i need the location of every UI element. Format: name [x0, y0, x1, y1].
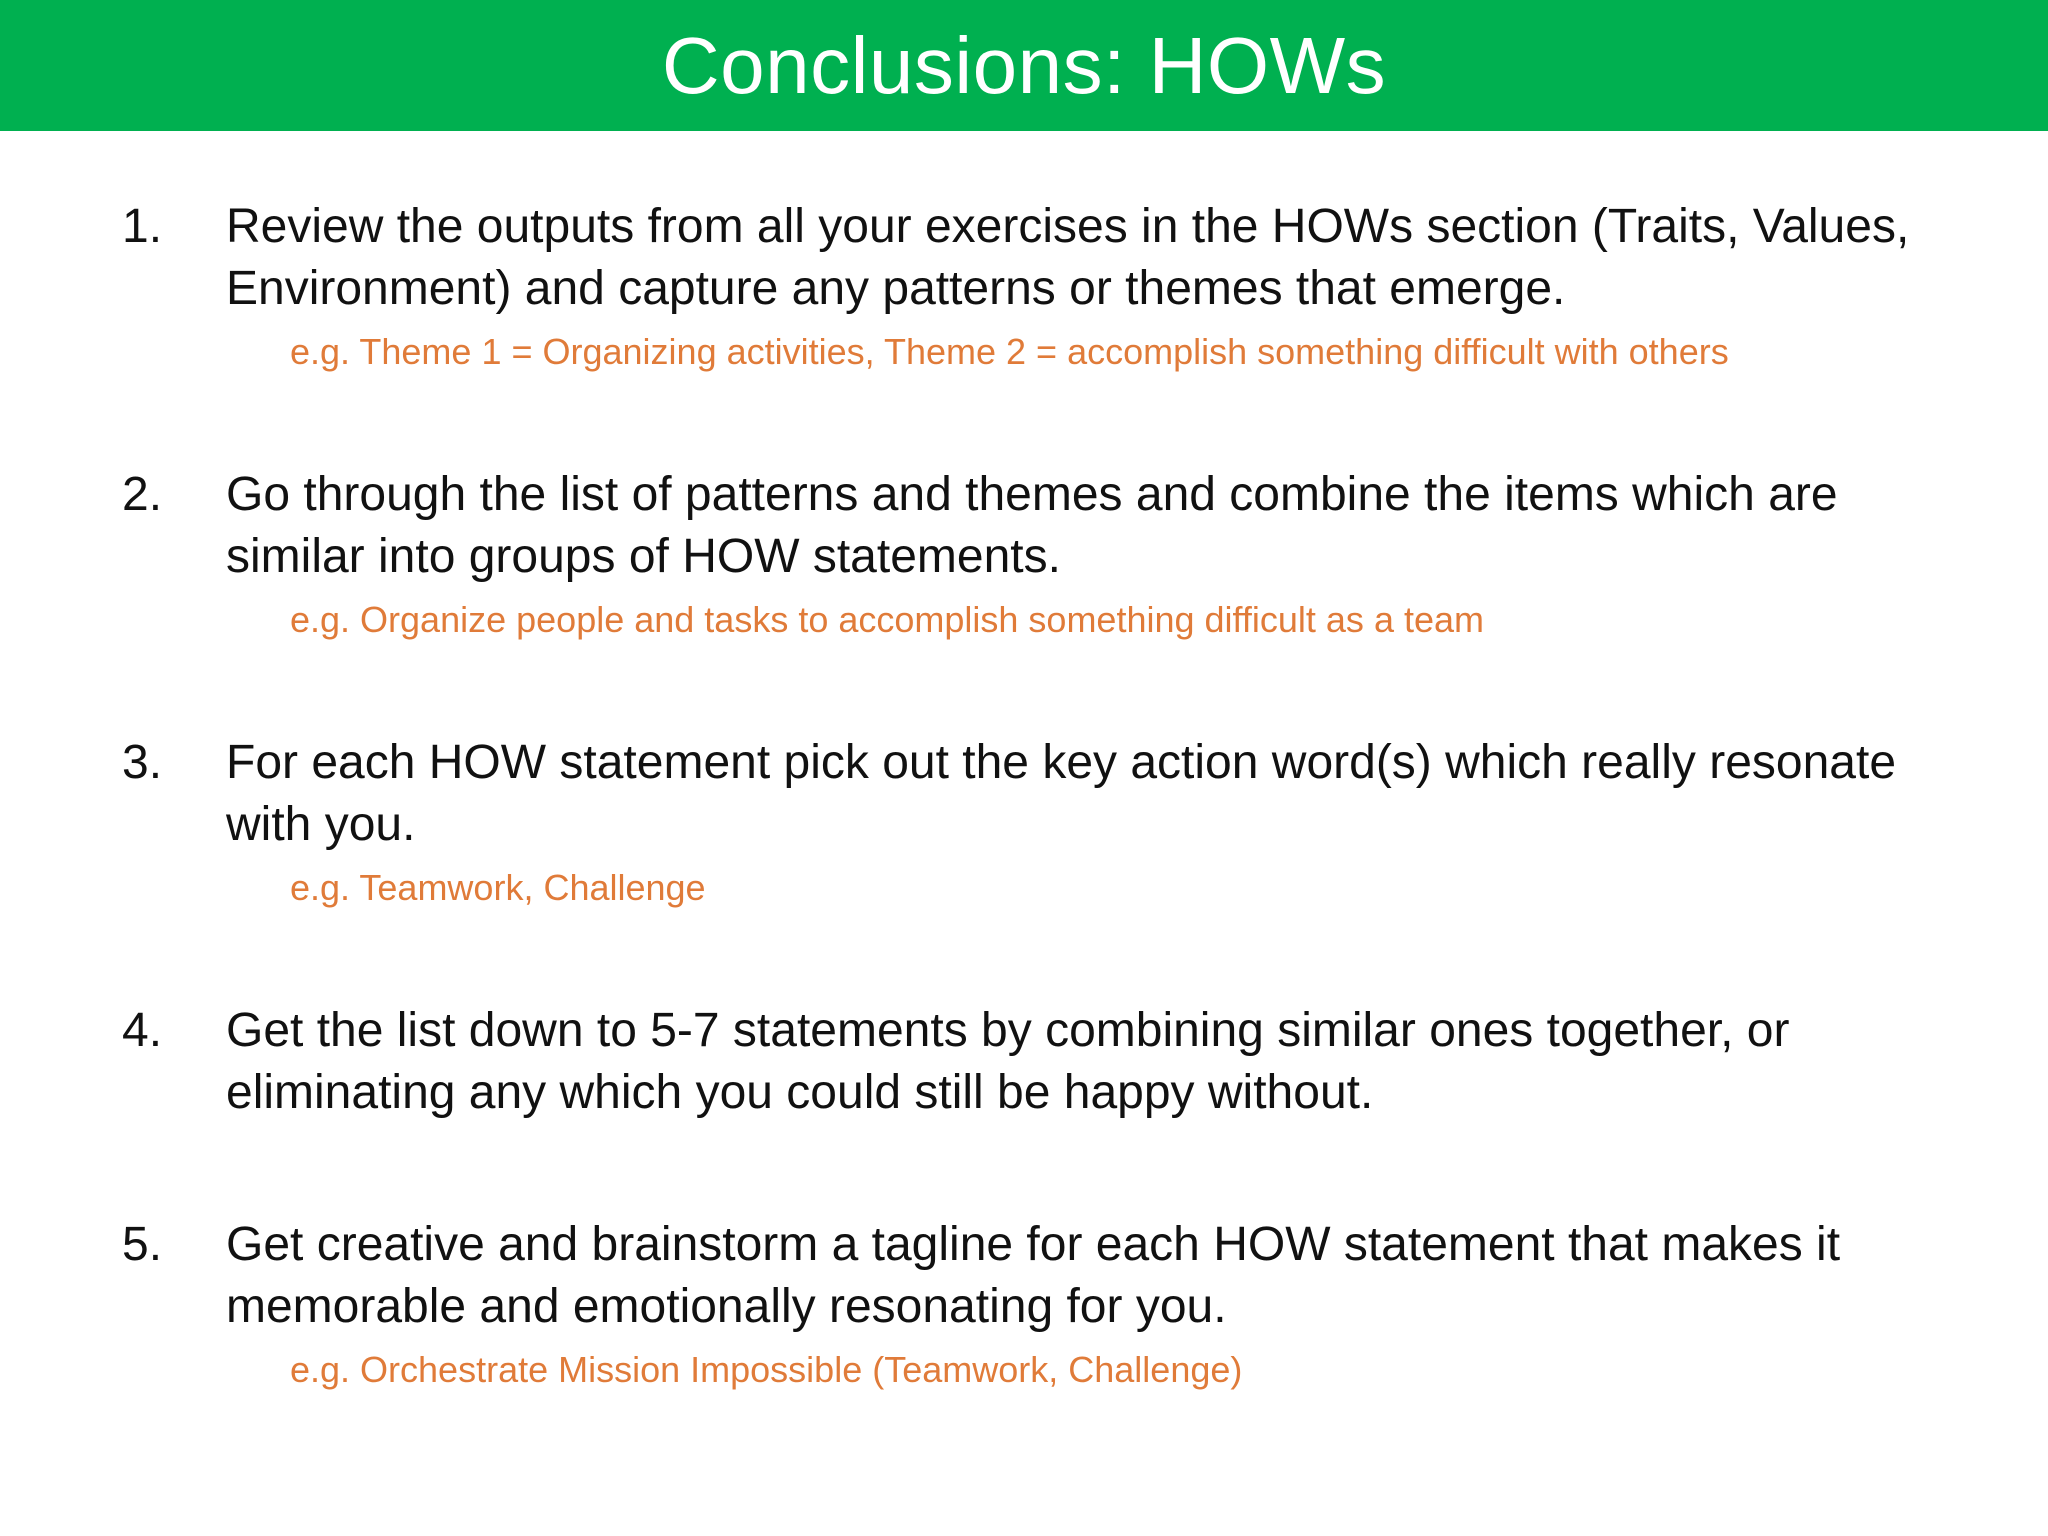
- step-text: Get creative and brainstorm a tagline for each HOW statement that makes it memorable and emotionally resonating for you.: [226, 1218, 1841, 1333]
- step-number: 1.: [122, 200, 163, 253]
- step-text: Review the outputs from all your exercises in the HOWs section (Traits, Values, Environment) and capture any patterns or themes that emerge.: [226, 200, 1910, 315]
- step-number: 5.: [122, 1218, 163, 1271]
- step-example: e.g. Organize people and tasks to accomplish something difficult as a team: [290, 599, 1484, 640]
- step-text: Go through the list of patterns and themes and combine the items which are similar into groups of HOW statements.: [226, 468, 1838, 583]
- step-example: e.g. Orchestrate Mission Impossible (Teamwork, Challenge): [290, 1349, 1243, 1390]
- step-number: 4.: [122, 1004, 163, 1057]
- step-text: For each HOW statement pick out the key action word(s) which really resonate with you.: [226, 736, 1897, 851]
- step-number: 3.: [122, 736, 163, 789]
- step-example: e.g. Teamwork, Challenge: [290, 867, 706, 908]
- step-text: Get the list down to 5-7 statements by combining similar ones together, or eliminating any which you could still be happy without.: [226, 1004, 1790, 1119]
- step-number: 2.: [122, 468, 163, 521]
- slide-title: Conclusions: HOWs: [661, 20, 1387, 110]
- step-example: e.g. Theme 1 = Organizing activities, Theme 2 = accomplish something difficult with others: [290, 331, 1729, 372]
